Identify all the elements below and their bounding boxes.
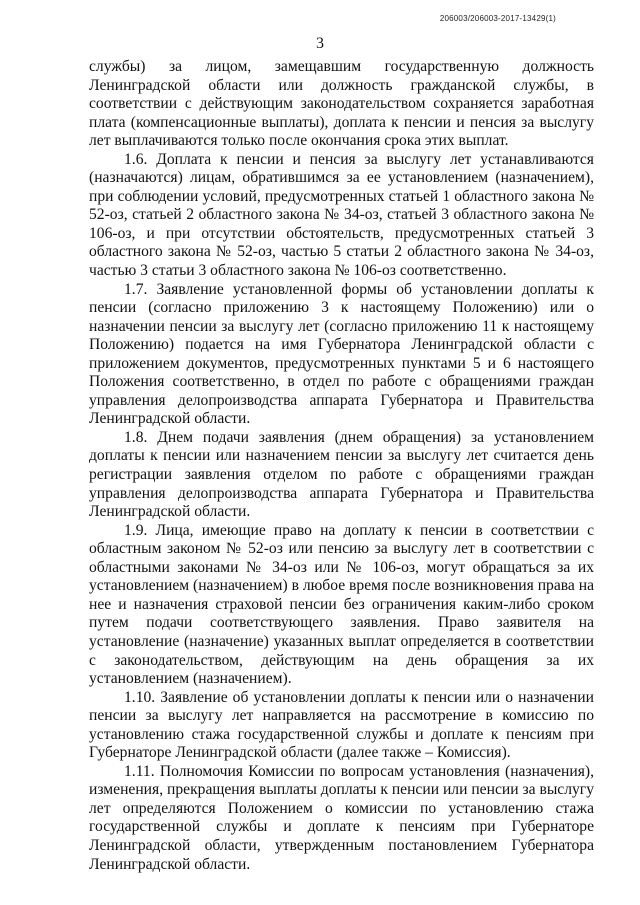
paragraph-number: 1.11. — [124, 762, 155, 780]
paragraph-1-10 — [89, 689, 594, 763]
paragraph-number: 1.8. — [124, 428, 148, 446]
paragraph-1-9 — [89, 522, 594, 689]
paragraph-text: Днем подачи заявления (днем обращения) за установлением доплаты к пенсии или назначением пенсии за выслугу лет считается день регистрации заявления отделом по работе с обращениями граждан управления делопроизводства аппарата Губернатора и Правительства Ленинградской области. — [89, 428, 594, 521]
document-id: 206003/206003-2017-13429(1) — [439, 14, 556, 23]
paragraph-text: Полномочия Комиссии по вопросам установления (назначения), изменения, прекращения выплаты доплаты к пенсии или пенсии за выслугу лет определяются Положением о комиссии по установлению стажа государственной службы и доплате к пенсиям при Губернаторе Ленинградской области, утвержденным постановлением Губернатора Ленинградской области. — [89, 762, 594, 873]
paragraph-text: Лица, имеющие право на доплату к пенсии в соответствии с областным законом № 52-оз или пенсию за выслугу лет в соответствии с областными законами № 34-оз или № 106-оз, могут обращаться за их установлением (назначением) в любое время после возникновения права на нее и назначения страховой пенсии без ограничения каким-либо сроком путем подачи соответствующего заявления. Право заявителя на установление (назначение) указанных выплат определяется в соответствии с законодательством, действующим на день обращения за их установлением (назначением). — [89, 521, 595, 688]
paragraph-1-7 — [89, 281, 594, 429]
paragraph-text: службы) за лицом, замещавшим государственную должность Ленинградской области или должность гражданской службы, в соответствии с действующим законодательством сохраняется заработная плата (компенсационные выплаты), доплата к пенсии и пенсия за выслугу лет выплачиваются только после окончания срока этих выплат. — [89, 58, 594, 150]
paragraph-text: Заявление об установлении доплаты к пенсии или о назначении пенсии за выслугу лет направляется на рассмотрение в комиссию по установлению стажа государственной службы и доплате к пенсиям при Губернаторе Ленинградской области (далее также – Комиссия). — [89, 688, 594, 762]
paragraph-text: Заявление установленной формы об установлении доплаты к пенсии (согласно приложению 3 к настоящему Положению) или о назначении пенсии за выслугу лет (согласно приложению 11 к настоящему Положению) подается на имя Губернатора Ленинградской области с приложением документов, предусмотренных пунктами 5 и 6 настоящего Положения соответственно, в отдел по работе с обращениями граждан управления делопроизводства аппарата Губернатора и Правительства Ленинградской области. — [89, 280, 594, 428]
paragraph-1-11 — [89, 763, 594, 874]
paragraph-1-8 — [89, 429, 594, 522]
paragraph-number: 1.7. — [124, 280, 148, 298]
page-number: 3 — [316, 35, 324, 52]
paragraph-number: 1.6. — [124, 150, 148, 168]
paragraph-1-6 — [89, 151, 594, 281]
paragraph-text: Доплата к пенсии и пенсия за выслугу лет устанавливаются (назначаются) лицам, обратившимся за ее установлением (назначением), при соблюдении условий, предусмотренных статьей 1 областного закона № 52-оз, статьей 2 областного закона № 34-оз, статьей 3 областного закона № 106-оз, и при отсутствии обстоятельств, предусмотренных статьей 3 областного закона № 52-оз, частью 5 статьи 2 областного закона № 34-оз, частью 3 статьи 3 областного закона № 106-оз соответственно. — [89, 150, 594, 280]
paragraph-number: 1.9. — [124, 521, 148, 539]
paragraph-number: 1.10. — [124, 688, 156, 706]
paragraph-continuation — [89, 58, 594, 151]
document-body — [89, 58, 594, 874]
